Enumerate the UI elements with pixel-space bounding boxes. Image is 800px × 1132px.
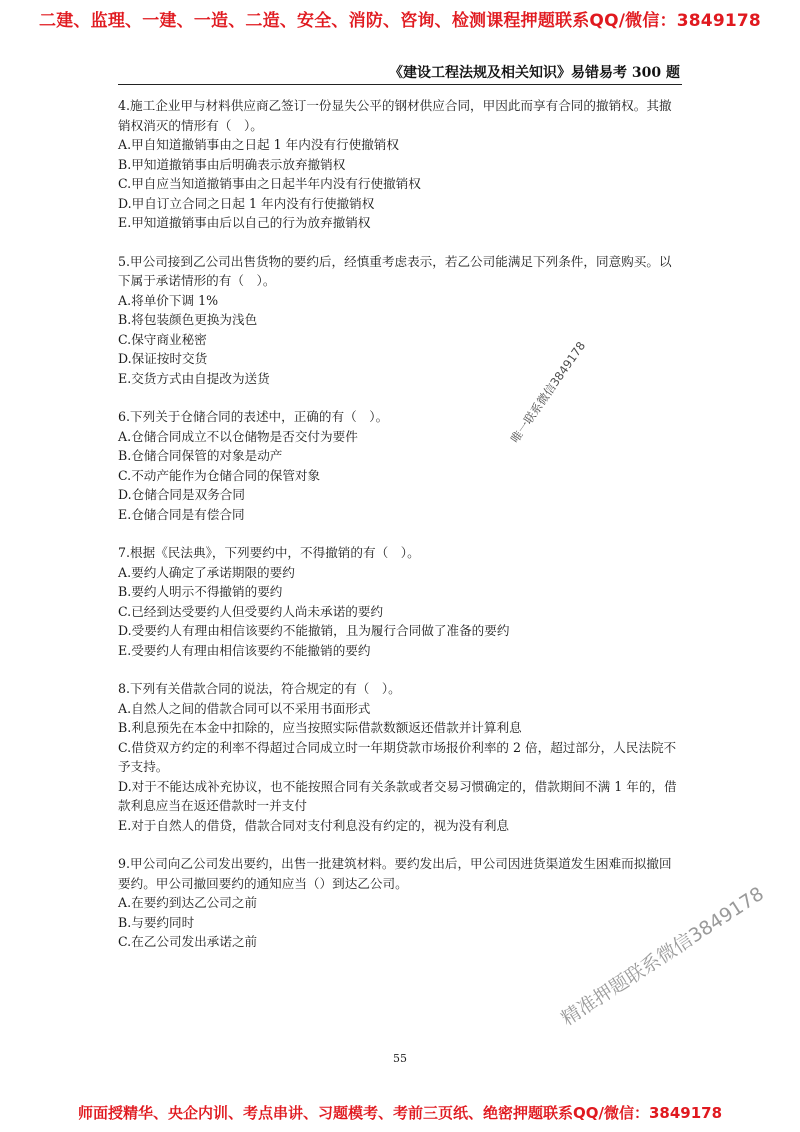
question-4 [118,96,684,233]
header-divider [118,84,682,85]
question-7 [118,543,684,660]
option-c: C.在乙公司发出承诺之前 [118,934,258,949]
question-9 [118,854,684,952]
option-b: B.甲知道撤销事由后明确表示放弃撤销权 [118,156,346,172]
option-a: A.自然人之间的借款合同可以不采用书面形式 [118,700,371,716]
question-stem: 9.甲公司向乙公司发出要约，出售一批建筑材料。要约发出后，甲公司因进货渠道发生困难而拟撤回要约。甲公司撤回要约的通知应当（）到达乙公司。 [118,856,672,891]
option-b: B.利息预先在本金中扣除的，应当按照实际借款数额返还借款并计算利息 [118,720,522,735]
option-b: B.要约人明示不得撤销的要约 [118,584,283,599]
option-a: A.将单价下调 1% [118,292,219,308]
option-d: D.仓储合同是双务合同 [118,487,245,502]
option-b: B.仓储合同保管的对象是动产 [118,448,283,463]
diagonal-watermark-large: 精准押题联系微信3849178 [557,882,768,1031]
option-b: B.与要约同时 [118,914,195,930]
top-promo-banner: 二建、监理、一建、一造、二造、安全、消防、咨询、检测课程押题联系QQ/微信：3849178 [39,11,761,31]
option-a: A.在要约到达乙公司之前 [118,895,258,910]
option-e: E.受要约人有理由相信该要约不能撤销的要约 [118,642,371,658]
option-c: C.借贷双方约定的利率不得超过合同成立时一年期贷款市场报价利率的 2 倍，超过部分，人民法院不予支持。 [118,739,677,774]
option-c: C.不动产能作为仓储合同的保管对象 [118,467,321,483]
option-a: A.仓储合同成立不以仓储物是否交付为要件 [118,428,358,444]
question-6 [118,407,684,524]
question-stem: 4.施工企业甲与材料供应商乙签订一份显失公平的钢材供应合同，甲因此而享有合同的撤销权。其撤销权消灭的情形有（ ）。 [118,98,672,133]
option-d: D.保证按时交货 [118,351,208,366]
question-stem: 7.根据《民法典》，下列要约中，不得撤销的有（ ）。 [118,545,420,560]
diagonal-watermark-small: 唯一联系微信3849178 [507,338,589,446]
option-a: A.要约人确定了承诺期限的要约 [118,564,295,580]
option-c: C.甲自应当知道撤销事由之日起半年内没有行使撤销权 [118,176,421,191]
option-e: E.仓储合同是有偿合同 [118,506,245,522]
question-8 [118,679,684,835]
bottom-promo-banner: 师面授精华、央企内训、考点串讲、习题模考、考前三页纸、绝密押题联系QQ/微信：3849178 [77,1104,723,1122]
option-e: E.对于自然人的借贷，借款合同对支付利息没有约定的，视为没有利息 [118,817,510,833]
option-d: D.甲自订立合同之日起 1 年内没有行使撤销权 [118,195,375,211]
document-title-header: 《建设工程法规及相关知识》易错易考 300 题 [389,65,680,81]
option-b: B.将包装颜色更换为浅色 [118,312,258,327]
option-c: C.保守商业秘密 [118,331,207,347]
option-e: E.甲知道撤销事由后以自己的行为放弃撤销权 [118,215,371,230]
question-5 [118,252,684,389]
option-c: C.已经到达受要约人但受要约人尚未承诺的要约 [118,603,384,619]
option-d: D.受要约人有理由相信该要约不能撤销，且为履行合同做了准备的要约 [118,623,510,638]
question-list [118,96,684,971]
question-stem: 8.下列有关借款合同的说法，符合规定的有（ ）。 [118,681,401,696]
question-stem: 6.下列关于仓储合同的表述中，正确的有（ ）。 [118,409,389,424]
option-e: E.交货方式由自提改为送货 [118,370,270,386]
page-number: 55 [393,1052,407,1065]
question-stem: 5.甲公司接到乙公司出售货物的要约后，经慎重考虑表示，若乙公司能满足下列条件，同意购买。以下属于承诺情形的有（ ）。 [118,253,672,288]
option-a: A.甲自知道撤销事由之日起 1 年内没有行使撤销权 [118,137,399,152]
option-d: D.对于不能达成补充协议，也不能按照合同有关条款或者交易习惯确定的，借款期间不满 1 年的，借款利息应当在返还借款时一并支付 [118,778,677,813]
